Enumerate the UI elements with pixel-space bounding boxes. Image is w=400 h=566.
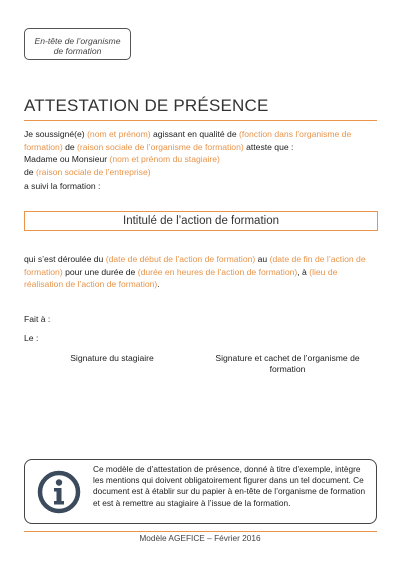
dates-paragraph	[24, 253, 376, 291]
text-segment: agissant en qualité de	[150, 129, 239, 139]
org-signature-label	[205, 353, 370, 375]
info-notice-text: Ce modèle de d’attestation de présence, donné à titre d’exemple, intègre les mentions qui doivent obligatoirement figurer dans un tel document. Ce document est à établir sur du papier à en-tête de l’organisme de formation et est à remettre au stagiaire à l’issue de la formation.	[93, 464, 366, 508]
page-title: ATTESTATION DE PRÉSENCE	[24, 96, 269, 115]
place-label: Fait à :	[24, 314, 51, 324]
placeholder-org-name: (raison sociale de l’organisme de formation)	[77, 141, 244, 152]
date-label: Le :	[24, 333, 39, 343]
trainee-signature-label	[60, 353, 164, 364]
text-segment: atteste que :	[243, 141, 294, 152]
placeholder-end-date: (date de fin de l’action de formation)	[24, 254, 366, 277]
text-segment: qui s’est déroulée du	[24, 254, 106, 264]
followed-training-line: a suivi la formation :	[24, 181, 101, 191]
text-segment: Je soussigné(e)	[24, 129, 88, 139]
org-signature-line1: Signature et cachet de l’organisme de	[215, 353, 360, 363]
company-line	[24, 166, 376, 179]
footer-divider	[24, 531, 377, 532]
info-icon	[37, 470, 81, 514]
text-segment: au	[255, 254, 270, 264]
org-signature-line2: formation	[269, 364, 306, 374]
text-segment: de	[62, 141, 78, 152]
text-segment: , à	[297, 266, 310, 277]
text-segment: Madame ou Monsieur	[24, 154, 110, 164]
placeholder-trainee: (nom et prénom du stagiaire)	[109, 154, 220, 164]
org-header-line2: de formation	[53, 46, 102, 56]
text-segment: .	[157, 279, 160, 290]
title-divider	[24, 120, 377, 121]
placeholder-name: (nom et prénom)	[87, 129, 151, 139]
placeholder-start-date: (date de début de l’action de formation)	[105, 254, 256, 264]
placeholder-function: (fonction dans l’organisme de formation)	[24, 129, 352, 152]
text-segment: de	[24, 167, 36, 177]
training-title-box	[24, 211, 378, 231]
org-header-line1: En-tête de l’organisme	[34, 36, 121, 46]
info-notice-box	[24, 459, 377, 524]
trainee-line	[24, 153, 376, 166]
organisation-header-box	[24, 28, 131, 60]
placeholder-company: (raison sociale de l’entreprise)	[35, 167, 151, 177]
placeholder-duration: (durée en heures de l’action de formation)	[137, 266, 298, 277]
text-segment: pour une durée de	[62, 266, 138, 277]
footer-text: Modèle AGEFICE – Février 2016	[139, 533, 261, 543]
training-title: Intitulé de l’action de formation	[123, 215, 279, 227]
trainee-signature-text: Signature du stagiaire	[70, 353, 154, 363]
attestation-paragraph	[24, 128, 376, 153]
placeholder-location: (lieu de réalisation de l’action de formation)	[24, 266, 338, 290]
